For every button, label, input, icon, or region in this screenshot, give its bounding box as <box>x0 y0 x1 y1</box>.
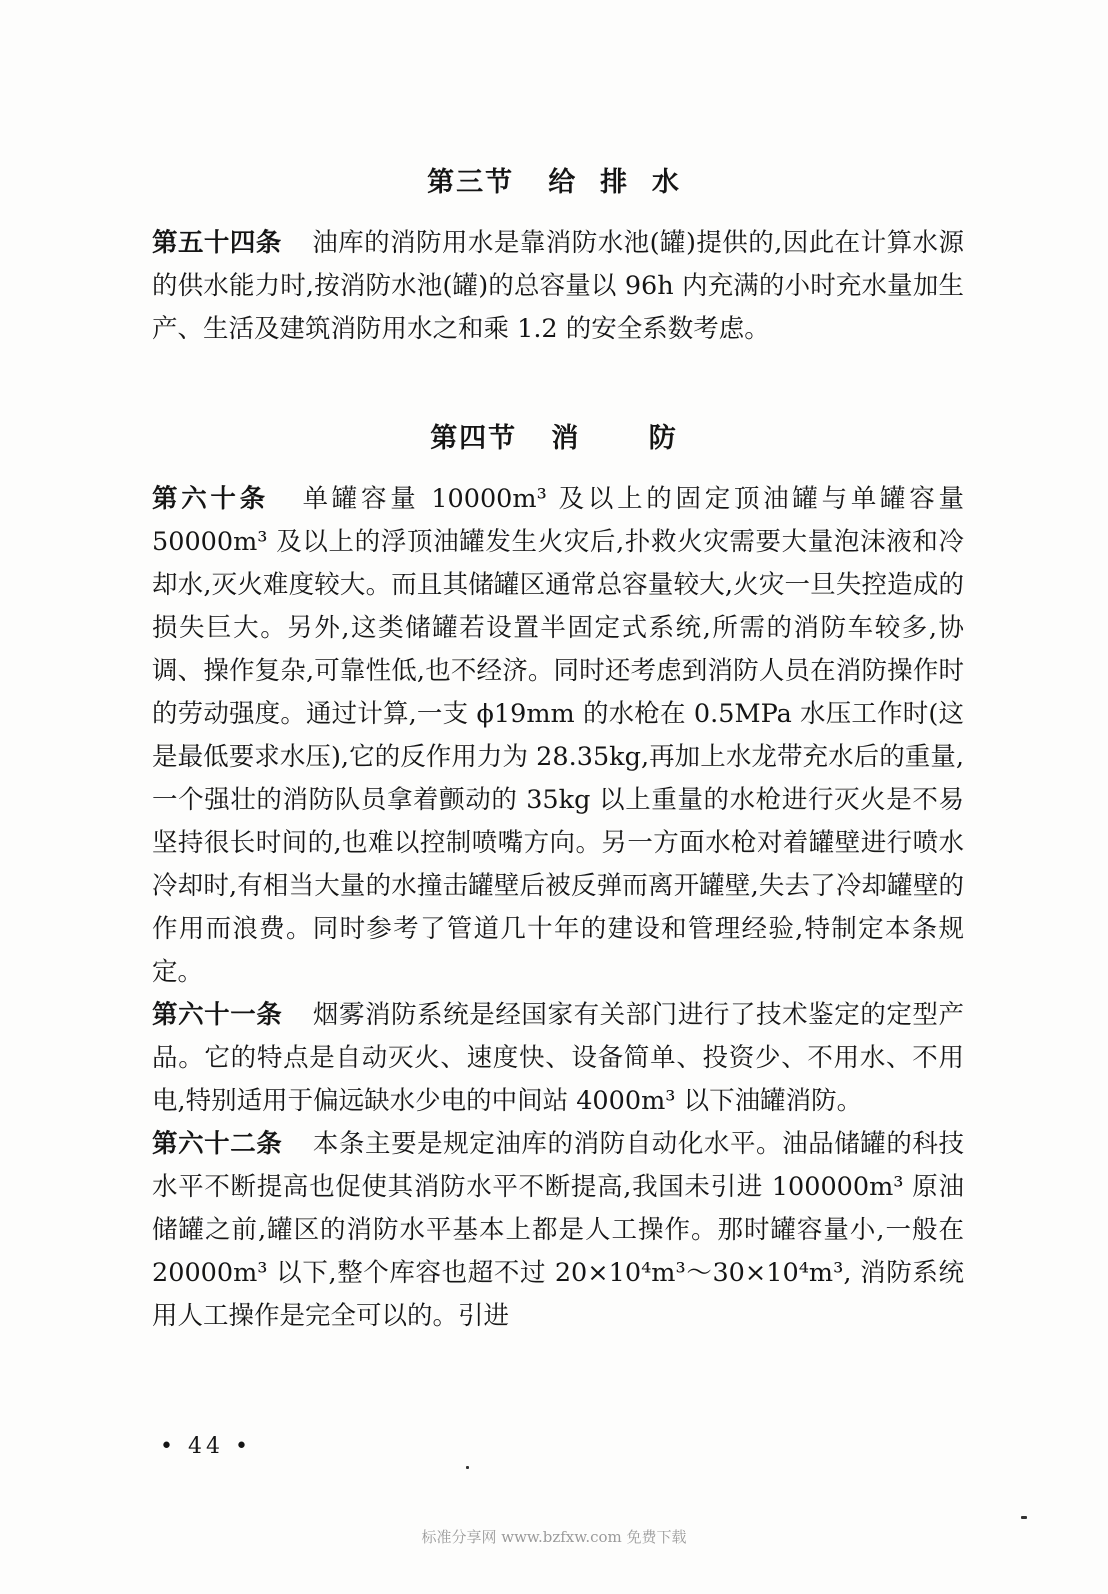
scan-speck <box>466 1466 469 1469</box>
section-title-water-supply: 第三节 给 排 水 <box>427 167 681 198</box>
article-54-text: 油库的消防用水是靠消防水池(罐)提供的,因此在计算水源的供水能力时,按消防水池(罐)的总容量以 96h 内充满的小时充水量加生产、生活及建筑消防用水之和乘 1.2 的安全系数考虑。 <box>152 228 964 344</box>
article-61 <box>152 994 964 1123</box>
article-61-label: 第六十一条 <box>152 1000 283 1030</box>
article-60-text: 单罐容量 10000m³ 及以上的固定顶油罐与单罐容量 50000m³ 及以上的浮顶油罐发生火灾后,扑救火灾需要大量泡沫液和冷却水,灭火难度较大。而且其储罐区通常总容量较大,火灾一旦失控造成的损失巨大。另外,这类储罐若设置半固定式系统,所需的消防车较多,协调、操作复杂,可靠性低,也不经济。同时还考虑到消防人员在消防操作时的劳动强度。通过计算,一支 ϕ19mm 的水枪在 0.5MPa 水压工作时(这是最低要求水压),它的反作用力为 28.35kg,再加上水龙带充水后的重量,一个强壮的消防队员拿着颤动的 35kg 以上重量的水枪进行灭火是不易坚持很长时间的,也难以控制喷嘴方向。另一方面水枪对着罐壁进行喷水冷却时,有相当大量的水撞击罐壁后被反弹而离开罐壁,失去了冷却罐壁的作用而浪费。同时参考了管道几十年的建设和管理经验,特制定本条规定。 <box>152 484 964 987</box>
article-62 <box>152 1123 964 1338</box>
article-54-label: 第五十四条 <box>152 228 282 258</box>
scan-speck <box>1021 1516 1027 1519</box>
page-number: • 44 • <box>160 1434 252 1459</box>
article-62-label: 第六十二条 <box>152 1129 283 1159</box>
article-60 <box>152 478 964 994</box>
article-54 <box>152 222 964 351</box>
article-62-text: 本条主要是规定油库的消防自动化水平。油品储罐的科技水平不断提高也促使其消防水平不断提高,我国未引进 100000m³ 原油储罐之前,罐区的消防水平基本上都是人工操作。那时罐容量小,一般在 20000m³ 以下,整个库容也超不过 20×10⁴m³～30×10⁴m³, 消防系统用人工操作是完全可以的。引进 <box>152 1129 964 1331</box>
section-water-supply-body <box>152 222 964 351</box>
section-fire-protection-body <box>152 478 964 1338</box>
article-60-label: 第六十条 <box>152 484 269 514</box>
watermark: 标准分享网 www.bzfxw.com 免费下载 <box>421 1528 687 1546</box>
article-61-text: 烟雾消防系统是经国家有关部门进行了技术鉴定的定型产品。它的特点是自动灭火、速度快、设备简单、投资少、不用水、不用电,特别适用于偏远缺水少电的中间站 4000m³ 以下油罐消防。 <box>152 1000 964 1116</box>
section-title-fire-protection: 第四节 消 防 <box>430 423 678 454</box>
